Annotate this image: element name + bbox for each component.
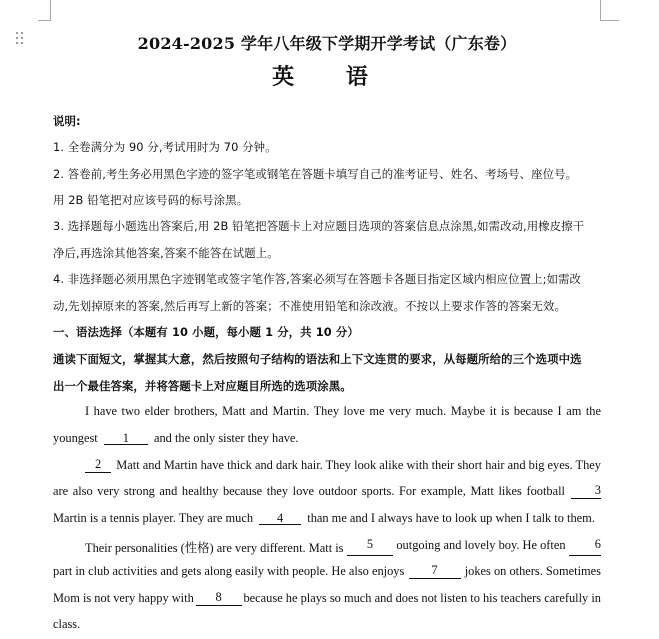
crop-mark-top-left [38, 0, 51, 21]
exam-subject: 英 语 [272, 64, 390, 90]
passage-line: Mom is not very happy with 8 because he plays so much and does not listen to his teachers carefully in [53, 590, 601, 605]
instruction-line: 4. 非选择题必须用黑色字迹钢笔或签字笔作答,答案必须写在答题卡各题目指定区域内相应位置上;如需改 [53, 272, 582, 286]
section-directions: 出一个最佳答案，并将答题卡上对应题目所选的选项涂黑。 [53, 379, 352, 393]
passage-line: I have two elder brothers, Matt and Martin. They love me very much. Maybe it is because I am the [85, 404, 601, 418]
answer-blank[interactable]: 3 [571, 484, 601, 499]
passage-line: 2 Matt and Martin have thick and dark hair. They look alike with their short hair and big eyes. They [85, 458, 601, 473]
passage-line: youngest 1 and the only sister they have. [53, 431, 299, 445]
answer-blank[interactable]: 2 [85, 458, 111, 473]
answer-blank[interactable]: 8 [196, 591, 242, 606]
passage-line: Their personalities (性格) are very different. Matt is 5 outgoing and lovely boy. He often 6 [85, 537, 601, 555]
exam-title: 2024-2025 学年八年级下学期开学考试（广东卷） [137, 34, 517, 53]
answer-blank[interactable]: 5 [347, 538, 393, 556]
passage-line: are also very strong and healthy because they love outdoor sports. For example, Matt likes football 3 [53, 483, 601, 498]
answer-blank[interactable]: 6 [569, 538, 601, 556]
passage-line: part in club activities and gets along easily with people. He also enjoys 7 jokes on others. Sometimes [53, 563, 601, 578]
instruction-line: 用 2B 铅笔把对应该号码的标号涂黑。 [53, 193, 249, 207]
passage-line: Martin is a tennis player. They are much 4 than me and I always have to look up when I talk to them. [53, 511, 595, 525]
answer-blank[interactable]: 1 [104, 432, 148, 445]
passage-line: class. [53, 617, 81, 631]
section-directions: 通读下面短文，掌握其大意，然后按照句子结构的语法和上下文连贯的要求，从每题所给的三个选项中选 [53, 352, 582, 366]
instruction-line: 1. 全卷满分为 90 分,考试用时为 70 分钟。 [53, 140, 277, 154]
instruction-line: 2. 答卷前,考生务必用黑色字迹的签字笔或钢笔在答题卡填写自己的准考证号、姓名、考场号、座位号。 [53, 167, 578, 181]
drag-handle-icon[interactable] [16, 32, 26, 46]
crop-mark-top-right [600, 0, 619, 21]
answer-blank[interactable]: 7 [409, 564, 461, 579]
instruction-line: 动,先划掉原来的答案,然后再写上新的答案；不准使用铅笔和涂改液。不按以上要求作答的答案无效。 [53, 299, 567, 313]
instructions-heading: 说明: [53, 114, 81, 128]
section-title: 一、语法选择（本题有 10 小题，每小题 1 分，共 10 分） [53, 325, 359, 339]
answer-blank[interactable]: 4 [259, 512, 301, 525]
instruction-line: 净后,再选涂其他答案,答案不能答在试题上。 [53, 246, 279, 260]
instruction-line: 3. 选择题每小题选出答案后,用 2B 铅笔把答题卡上对应题目选项的答案信息点涂黑,如需改动,用橡皮擦干 [53, 219, 585, 233]
